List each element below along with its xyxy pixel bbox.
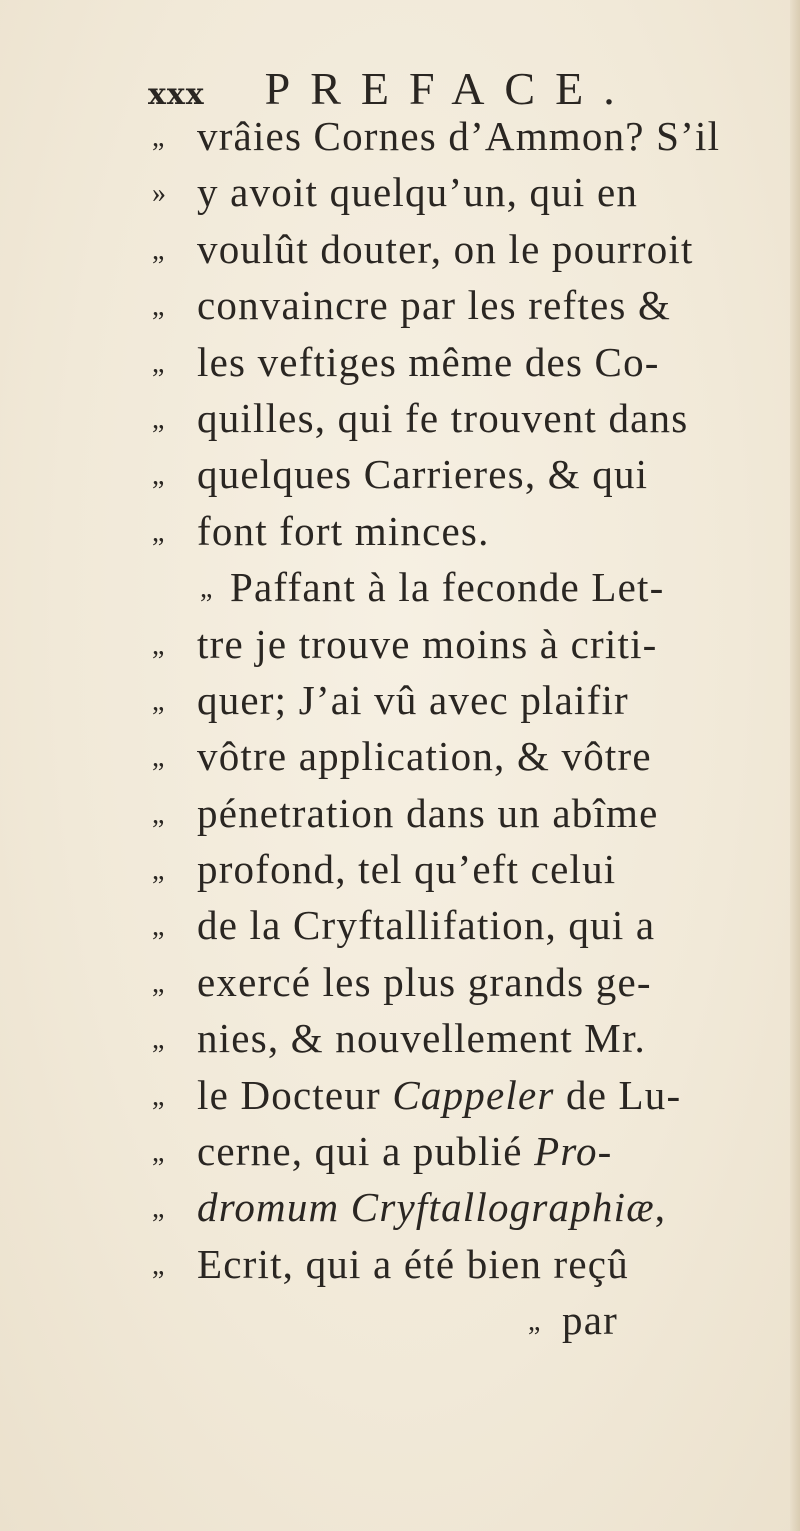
line-text: convaincre par les reftes & bbox=[197, 282, 672, 329]
quote-mark: „ bbox=[200, 573, 213, 605]
quote-mark: „ bbox=[152, 122, 165, 153]
text-line bbox=[0, 503, 800, 559]
text-line bbox=[0, 221, 800, 277]
page-number: xxx bbox=[148, 77, 205, 112]
quote-mark: „ bbox=[152, 798, 165, 830]
text-line bbox=[0, 1179, 800, 1235]
line-text bbox=[197, 1179, 666, 1235]
text-line bbox=[0, 728, 800, 784]
line-text-roman: le Docteur bbox=[197, 1071, 393, 1118]
quote-mark: „ bbox=[152, 967, 165, 999]
line-text: les veftiges même des Co- bbox=[197, 338, 660, 385]
catchword: par bbox=[562, 1297, 618, 1344]
text-block bbox=[0, 108, 800, 1349]
line-text: quer; J’ai vû avec plaifir bbox=[197, 676, 629, 723]
quote-mark: „ bbox=[152, 1024, 165, 1056]
text-line bbox=[0, 164, 800, 220]
line-text: font fort minces. bbox=[197, 507, 490, 554]
text-line bbox=[0, 1123, 800, 1179]
line-text-italic: dromum Cryftallographiæ bbox=[197, 1184, 655, 1231]
text-line bbox=[0, 954, 800, 1010]
text-line bbox=[0, 446, 800, 502]
catchword-line bbox=[0, 1292, 800, 1348]
text-line bbox=[0, 108, 800, 164]
text-line bbox=[0, 559, 800, 615]
text-line bbox=[0, 390, 800, 446]
line-text: quilles, qui fe trouvent dans bbox=[197, 394, 689, 441]
line-text: vôtre application, & vôtre bbox=[197, 733, 652, 780]
text-line bbox=[0, 334, 800, 390]
text-line bbox=[0, 897, 800, 953]
line-text: y avoit quelqu’un, qui en bbox=[197, 169, 639, 216]
line-text: quelques Carrieres, & qui bbox=[197, 451, 649, 498]
text-line bbox=[0, 1236, 800, 1292]
text-line bbox=[0, 841, 800, 897]
line-text: vrâies Cornes d’Ammon? S’il bbox=[197, 113, 721, 159]
text-line bbox=[0, 616, 800, 672]
quote-mark: „ bbox=[152, 1193, 165, 1225]
text-line bbox=[0, 1010, 800, 1066]
text-line bbox=[0, 1067, 800, 1123]
text-line bbox=[0, 672, 800, 728]
quote-mark: „ bbox=[528, 1306, 541, 1338]
line-text-italic: Cappeler bbox=[392, 1071, 555, 1118]
line-text: exercé les plus grands ge- bbox=[197, 958, 652, 1005]
line-text bbox=[197, 1067, 681, 1123]
line-text: Ecrit, qui a été bien reçû bbox=[197, 1240, 629, 1287]
text-line bbox=[0, 785, 800, 841]
line-text bbox=[197, 1123, 613, 1179]
text-line bbox=[0, 277, 800, 333]
line-text: tre je trouve moins à criti- bbox=[197, 620, 658, 667]
line-text: nies, & nouvellement Mr. bbox=[197, 1015, 646, 1062]
quote-mark: „ bbox=[152, 516, 165, 548]
running-title: PREFACE. bbox=[264, 63, 635, 114]
quote-mark: „ bbox=[152, 911, 165, 943]
line-text: profond, tel qu’eft celui bbox=[197, 846, 617, 893]
quote-mark: » bbox=[152, 178, 166, 210]
quote-mark: „ bbox=[152, 855, 165, 887]
quote-mark: „ bbox=[152, 291, 165, 323]
line-text-italic: Pro- bbox=[534, 1128, 613, 1175]
quote-mark: „ bbox=[152, 347, 165, 379]
line-text-roman: , bbox=[654, 1184, 667, 1231]
line-text-roman: de Lu- bbox=[554, 1071, 682, 1118]
quote-mark: „ bbox=[152, 1137, 165, 1169]
quote-mark: „ bbox=[152, 742, 165, 774]
line-text: pénetration dans un abîme bbox=[197, 789, 659, 836]
line-text: voulût douter, on le pourroit bbox=[197, 225, 694, 272]
quote-mark: „ bbox=[152, 1249, 165, 1281]
quote-mark: „ bbox=[152, 234, 165, 266]
quote-mark: „ bbox=[152, 403, 165, 435]
quote-mark: „ bbox=[152, 1080, 165, 1112]
quote-mark: „ bbox=[152, 685, 165, 717]
line-text: de la Cryftallifation, qui a bbox=[197, 902, 656, 949]
quote-mark: „ bbox=[152, 629, 165, 661]
line-text-roman: cerne, qui a publié bbox=[197, 1128, 535, 1175]
quote-mark: „ bbox=[152, 460, 165, 492]
line-text: Paffant à la feconde Let- bbox=[230, 564, 665, 611]
